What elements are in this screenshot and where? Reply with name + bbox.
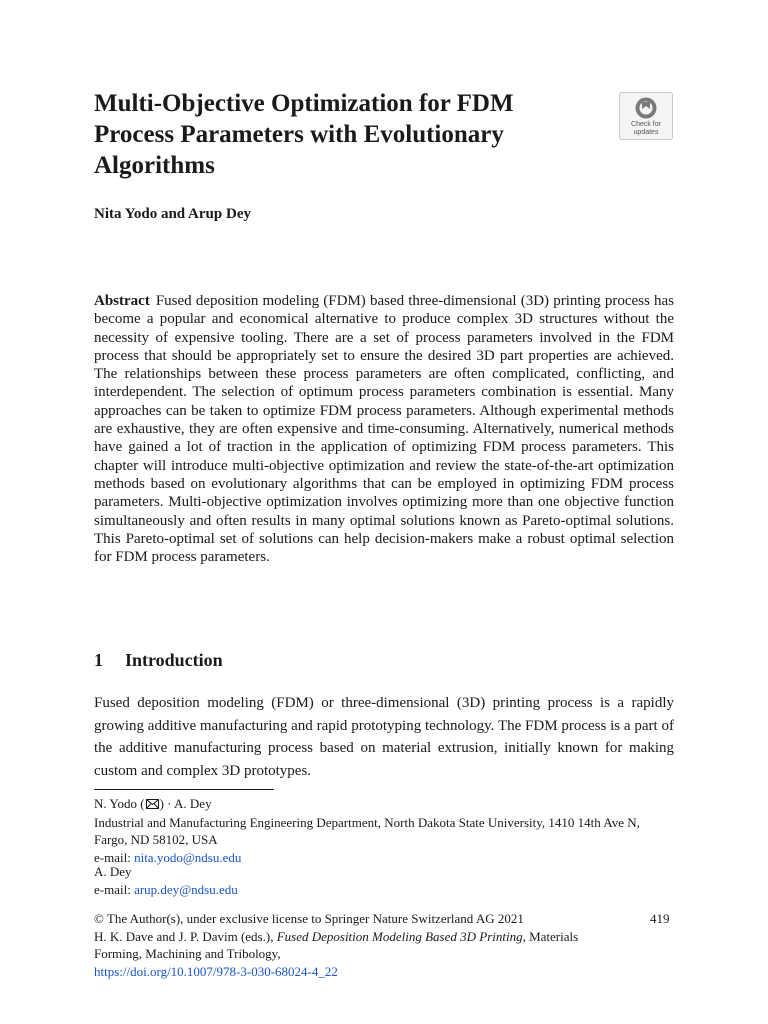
book-title: Fused Deposition Modeling Based 3D Printing	[276, 928, 523, 944]
introduction-paragraph: Fused deposition modeling (FDM) or three-dimensional (3D) printing process is a rapidly growing additive manufacturing and rapid prototyping technology. The FDM process is a part of the additive manufacturing process based on material extrusion, initially known for making custom and complex 3D prototypes.	[94, 695, 674, 779]
abstract	[94, 292, 674, 566]
book-editors: H. K. Dave and J. P. Davim (eds.),	[94, 928, 277, 944]
correspondence-line	[94, 795, 674, 814]
badge-label-line2: updates	[633, 129, 659, 136]
email-line-2	[94, 881, 674, 899]
check-for-updates-icon	[634, 96, 658, 120]
abstract-text: Fused deposition modeling (FDM) based three-dimensional (3D) printing process has become a popular and economical alternative to produce complex 3D structures without the necessity of expensive tooling. There are a set of process parameters involved in the FDM process that should be appropriately set to ensure the desired 3D part properties are achieved. The relationships between these process parameters are often complicated, conflicting, and interdependent. The selection of optimum process parameters combination is essential. Many approaches can be taken to optimize FDM process parameters. Although experimental methods are exhaustive, they are often expensive and time-consuming. Alternatively, numerical methods have gained a lot of traction in the application of optimizing FDM process parameters. This chapter will introduce multi-objective optimization and review the state-of-the-art optimization methods based on evolutionary algorithms that can be employed in optimizing FDM process parameters. Multi-objective optimization involves optimizing more than one objective function simultaneously and often results in many optimal solutions known as Pareto-optimal solutions. This Pareto-optimal set of solutions can help decision-makers make a robust optimal selection for FDM process parameters.	[94, 293, 674, 566]
book-series: , Materials Forming, Machining and Tribology,	[94, 928, 579, 961]
copyright-line: © The Author(s), under exclusive license to Springer Nature Switzerland AG 2021	[94, 911, 524, 926]
check-for-updates-badge[interactable]	[619, 92, 673, 140]
page-number: 419	[650, 911, 670, 926]
envelope-icon	[146, 796, 159, 814]
second-author-footnote	[94, 863, 674, 898]
author-list: Nita Yodo and Arup Dey	[94, 206, 251, 222]
copyright-block	[94, 910, 614, 980]
affiliation: Industrial and Manufacturing Engineering Department, North Dakota State University, 1410 14th Ave N, Fargo, ND 58102, USA	[94, 814, 640, 847]
author-footnote	[94, 795, 674, 866]
section-heading	[94, 650, 223, 671]
email-label: e-mail:	[94, 849, 135, 865]
book-citation	[94, 928, 614, 963]
author-name-yodo: N. Yodo (	[94, 796, 145, 811]
doi-link[interactable]: https://doi.org/10.1007/978-3-030-68024-4_22	[94, 963, 338, 979]
email-label: e-mail:	[94, 881, 135, 897]
paper-title: Multi-Objective Optimization for FDM Process Parameters with Evolutionary Algorithms	[94, 90, 514, 179]
author-name-dey: ) · A. Dey	[159, 796, 212, 811]
email-link-yodo[interactable]: nita.yodo@ndsu.edu	[134, 849, 242, 865]
second-author-name: A. Dey	[94, 864, 132, 879]
email-link-dey[interactable]: arup.dey@ndsu.edu	[134, 881, 238, 897]
footnote-divider	[94, 789, 274, 790]
abstract-label: Abstract	[94, 293, 150, 309]
section-title: Introduction	[125, 650, 223, 670]
section-number: 1	[94, 650, 103, 670]
badge-label-line1: Check for	[631, 121, 661, 128]
